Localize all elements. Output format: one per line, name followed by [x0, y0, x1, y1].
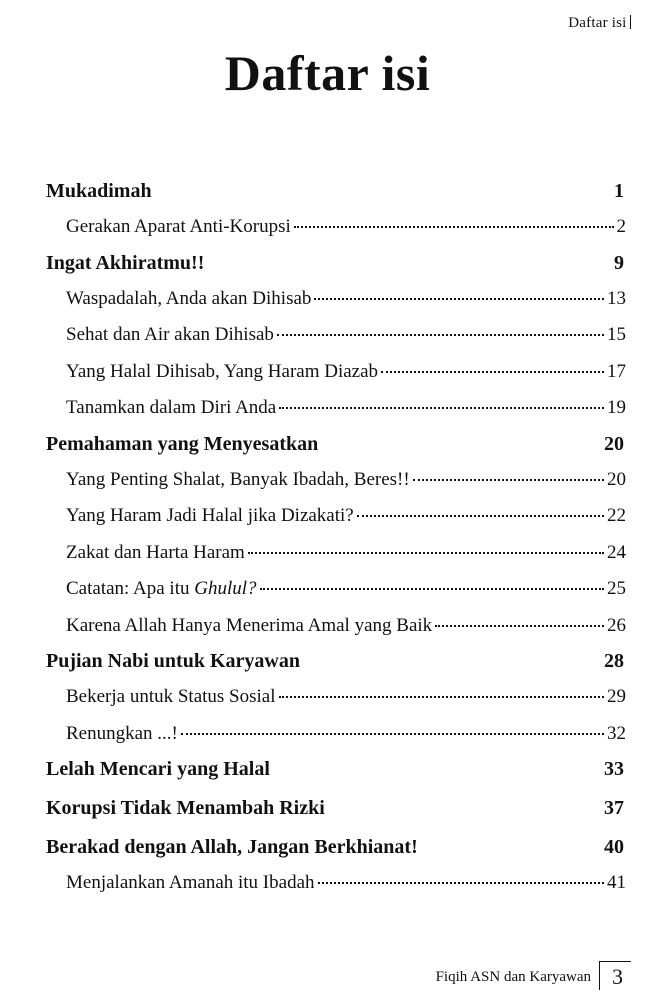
- dot-leader: [413, 477, 604, 481]
- toc-entry-page: 28: [604, 650, 624, 672]
- toc-entry-title: Mukadimah: [46, 180, 152, 202]
- toc-entry-title: Zakat dan Harta Haram: [66, 541, 245, 563]
- toc-entry-page: 15: [607, 324, 626, 345]
- toc-section-entry: [66, 319, 626, 356]
- toc-entry-page: 9: [614, 251, 624, 274]
- toc-entry-page: 17: [607, 360, 626, 382]
- page-footer: [436, 961, 631, 990]
- toc-section-entry: [66, 537, 626, 574]
- toc-section-entry: [66, 211, 626, 248]
- dot-leader: [314, 296, 604, 300]
- footer-page-number: 3: [599, 961, 631, 990]
- footer-book-title: Fiqih ASN dan Karyawan: [435, 969, 591, 985]
- toc-chapter-entry: [46, 754, 626, 793]
- toc-entry-title: Lelah Mencari yang Halal: [46, 758, 270, 780]
- dot-leader: [277, 332, 604, 336]
- toc-section-entry: [66, 610, 626, 647]
- toc-entry-page: 1: [614, 180, 624, 202]
- toc-chapter-entry: [46, 832, 626, 867]
- toc-section-entry: [66, 392, 626, 429]
- toc-entry-title: Renungkan ...!: [66, 722, 178, 744]
- dot-leader: [294, 224, 614, 228]
- toc-chapter-entry: [46, 646, 626, 681]
- toc-entry-page: 41: [607, 872, 626, 893]
- toc-entry-page: 22: [607, 505, 626, 526]
- toc-entry-title: Yang Halal Dihisab, Yang Haram Diazab: [66, 360, 379, 382]
- toc-entry-title: Waspadalah, Anda akan Dihisab: [66, 287, 312, 309]
- toc-entry-page: 40: [604, 836, 624, 858]
- dot-leader: [435, 623, 604, 627]
- toc-entry-title: Yang Haram Jadi Halal jika Dizakati?: [66, 505, 354, 526]
- dot-leader: [248, 550, 604, 554]
- toc-entry-page: 32: [607, 722, 626, 744]
- toc-entry-page: 26: [607, 614, 626, 636]
- dot-leader: [381, 369, 604, 373]
- toc-entry-title: Pujian Nabi untuk Karyawan: [46, 650, 300, 672]
- toc-entry-title-prefix: Catatan: Apa itu: [66, 578, 195, 599]
- running-head-rule: [630, 15, 632, 29]
- toc-entry-page: 25: [607, 578, 626, 599]
- toc-entry-page: 2: [616, 216, 626, 237]
- toc-section-entry: [66, 867, 626, 904]
- toc-chapter-entry: [46, 429, 626, 464]
- table-of-contents: [46, 176, 626, 904]
- toc-entry-title: Bekerja untuk Status Sosial: [66, 686, 276, 707]
- dot-leader: [318, 880, 604, 884]
- toc-entry-page: 20: [604, 432, 624, 455]
- toc-entry-title: Ingat Akhiratmu!!: [46, 251, 205, 274]
- dot-leader: [260, 586, 604, 590]
- toc-section-entry: [66, 356, 626, 393]
- dot-leader: [181, 731, 604, 735]
- toc-section-entry: [66, 718, 626, 755]
- toc-section-entry: [66, 500, 626, 537]
- dot-leader: [357, 513, 604, 517]
- toc-entry-page: 24: [607, 541, 626, 563]
- toc-entry-title: Yang Penting Shalat, Banyak Ibadah, Beres!!: [66, 468, 410, 490]
- running-head: [568, 15, 631, 32]
- toc-section-entry: [66, 573, 626, 610]
- toc-entry-title: Menjalankan Amanah itu Ibadah: [66, 872, 315, 893]
- toc-entry-page: 37: [604, 797, 624, 819]
- toc-entry-page: 13: [607, 287, 626, 309]
- toc-entry-page: 33: [604, 758, 624, 780]
- dot-leader: [279, 405, 604, 409]
- toc-entry-title: Korupsi Tidak Menambah Rizki: [46, 797, 325, 819]
- page-title: Daftar isi: [224, 45, 431, 101]
- dot-leader: [279, 694, 604, 698]
- toc-chapter-entry: [46, 248, 626, 283]
- toc-entry-page: 20: [607, 468, 626, 490]
- toc-entry-title: Karena Allah Hanya Menerima Amal yang Baik: [66, 614, 433, 636]
- toc-chapter-entry: [46, 176, 626, 211]
- toc-entry-title: Sehat dan Air akan Dihisab: [66, 324, 274, 345]
- toc-section-entry: [66, 283, 626, 320]
- toc-entry-title: Gerakan Aparat Anti-Korupsi: [66, 216, 291, 237]
- toc-section-entry: [66, 464, 626, 501]
- running-head-text: Daftar isi: [568, 15, 627, 31]
- toc-entry-title: Tanamkan dalam Diri Anda: [66, 397, 277, 418]
- toc-section-entry: [66, 681, 626, 718]
- toc-entry-page: 19: [607, 397, 626, 418]
- toc-entry-title: Pemahaman yang Menyesatkan: [46, 432, 319, 455]
- toc-entry-title: Berakad dengan Allah, Jangan Berkhianat!: [46, 836, 418, 858]
- toc-entry-page: 29: [607, 686, 626, 707]
- toc-entry-title-italic: Ghulul?: [194, 578, 257, 599]
- toc-entry-title: [66, 573, 257, 605]
- toc-chapter-entry: [46, 793, 626, 832]
